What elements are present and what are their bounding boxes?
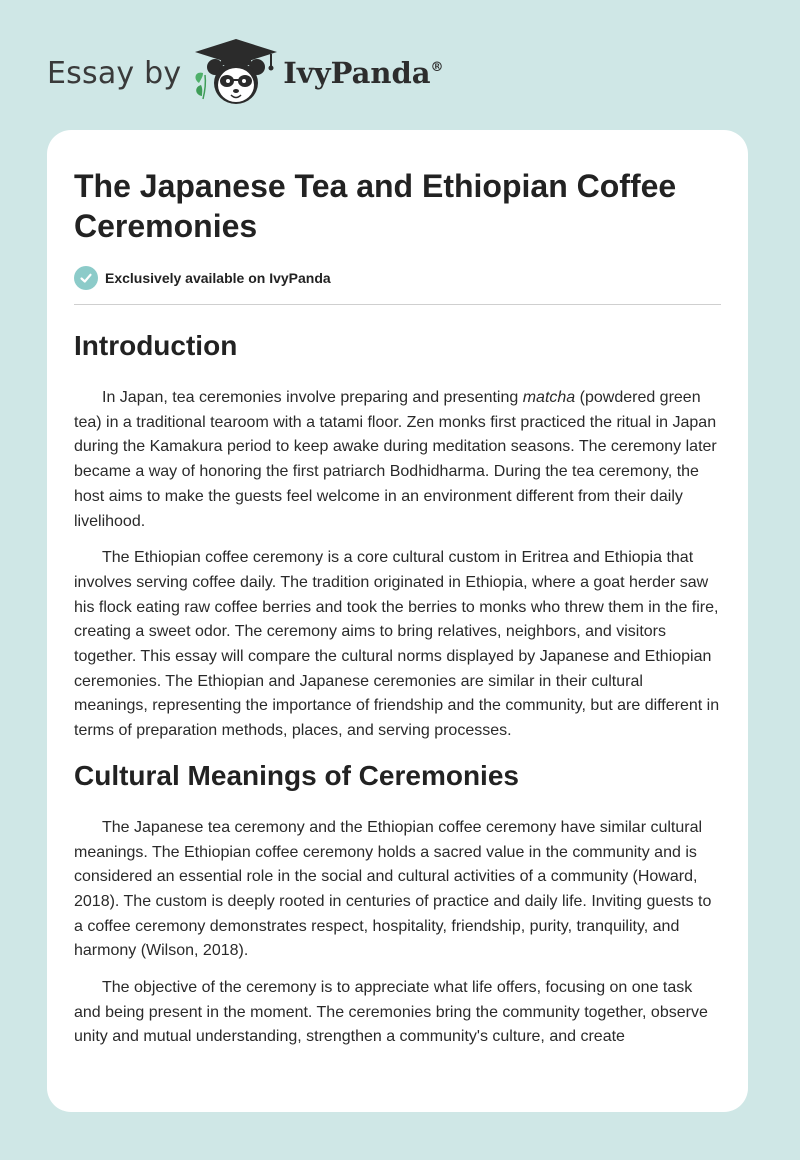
section-heading-cultural-meanings: Cultural Meanings of Ceremonies	[74, 759, 519, 791]
paragraph: The objective of the ceremony is to appreciate what life offers, focusing on one task and being present in the moment. The ceremonies bring the community together, observe unity and mutual understanding, strengthen a community's culture, and create	[74, 979, 708, 1046]
paragraph: In Japan, tea ceremonies involve preparing and presenting matcha (powdered green tea) in a traditional tearoom with a tatami floor. Zen monks first practiced the ritual in Japan during the Kamakura period to keep awake during meditation seasons. The ceremony later became a way of honoring the first patriarch Bodhidharma. During the tea ceremony, the host aims to make the guests feel welcome in an environment different from their daily livelihood.	[74, 389, 717, 530]
exclusive-badge-label: Exclusively available on IvyPanda	[105, 270, 331, 286]
article-title: The Japanese Tea and Ethiopian Coffee Ceremonies	[74, 168, 677, 244]
article-card	[47, 130, 748, 1112]
ivy-leaf-icon	[196, 73, 206, 99]
brand-header	[47, 38, 444, 108]
exclusive-badge	[74, 266, 721, 290]
check-circle-icon	[74, 266, 98, 290]
brand-prefix: Essay by	[47, 55, 182, 91]
brand-name: IvyPanda®	[283, 56, 444, 90]
divider	[74, 304, 721, 305]
section-heading-introduction: Introduction	[74, 330, 238, 361]
paragraph: The Ethiopian coffee ceremony is a core cultural custom in Eritrea and Ethiopia that involves serving coffee daily. The tradition originated in Ethiopia, where a goat herder saw his flock eating raw coffee berries and took the berries to monks who threw them in the fire, creating a sweet odor. The ceremony aims to bring relatives, neighbors, and visitors together. This essay will compare the cultural norms displayed by Japanese and Ethiopian ceremonies. The Ethiopian and Japanese ceremonies are similar in their cultural meanings, representing the importance of friendship and the community, but are different in terms of preparation methods, places, and serving processes.	[74, 549, 720, 740]
panda-graduate-icon	[191, 37, 281, 109]
paragraph: The Japanese tea ceremony and the Ethiopian coffee ceremony have similar cultural meanings. The Ethiopian coffee ceremony holds a sacred value in the community and is considered an essential role in the social and cultural activities of a community (Howard, 2018). The custom is deeply rooted in centuries of practice and daily life. Inviting guests to a coffee ceremony demonstrates respect, hospitality, friendship, purity, tranquility, and harmony (Wilson, 2018).	[74, 818, 712, 960]
